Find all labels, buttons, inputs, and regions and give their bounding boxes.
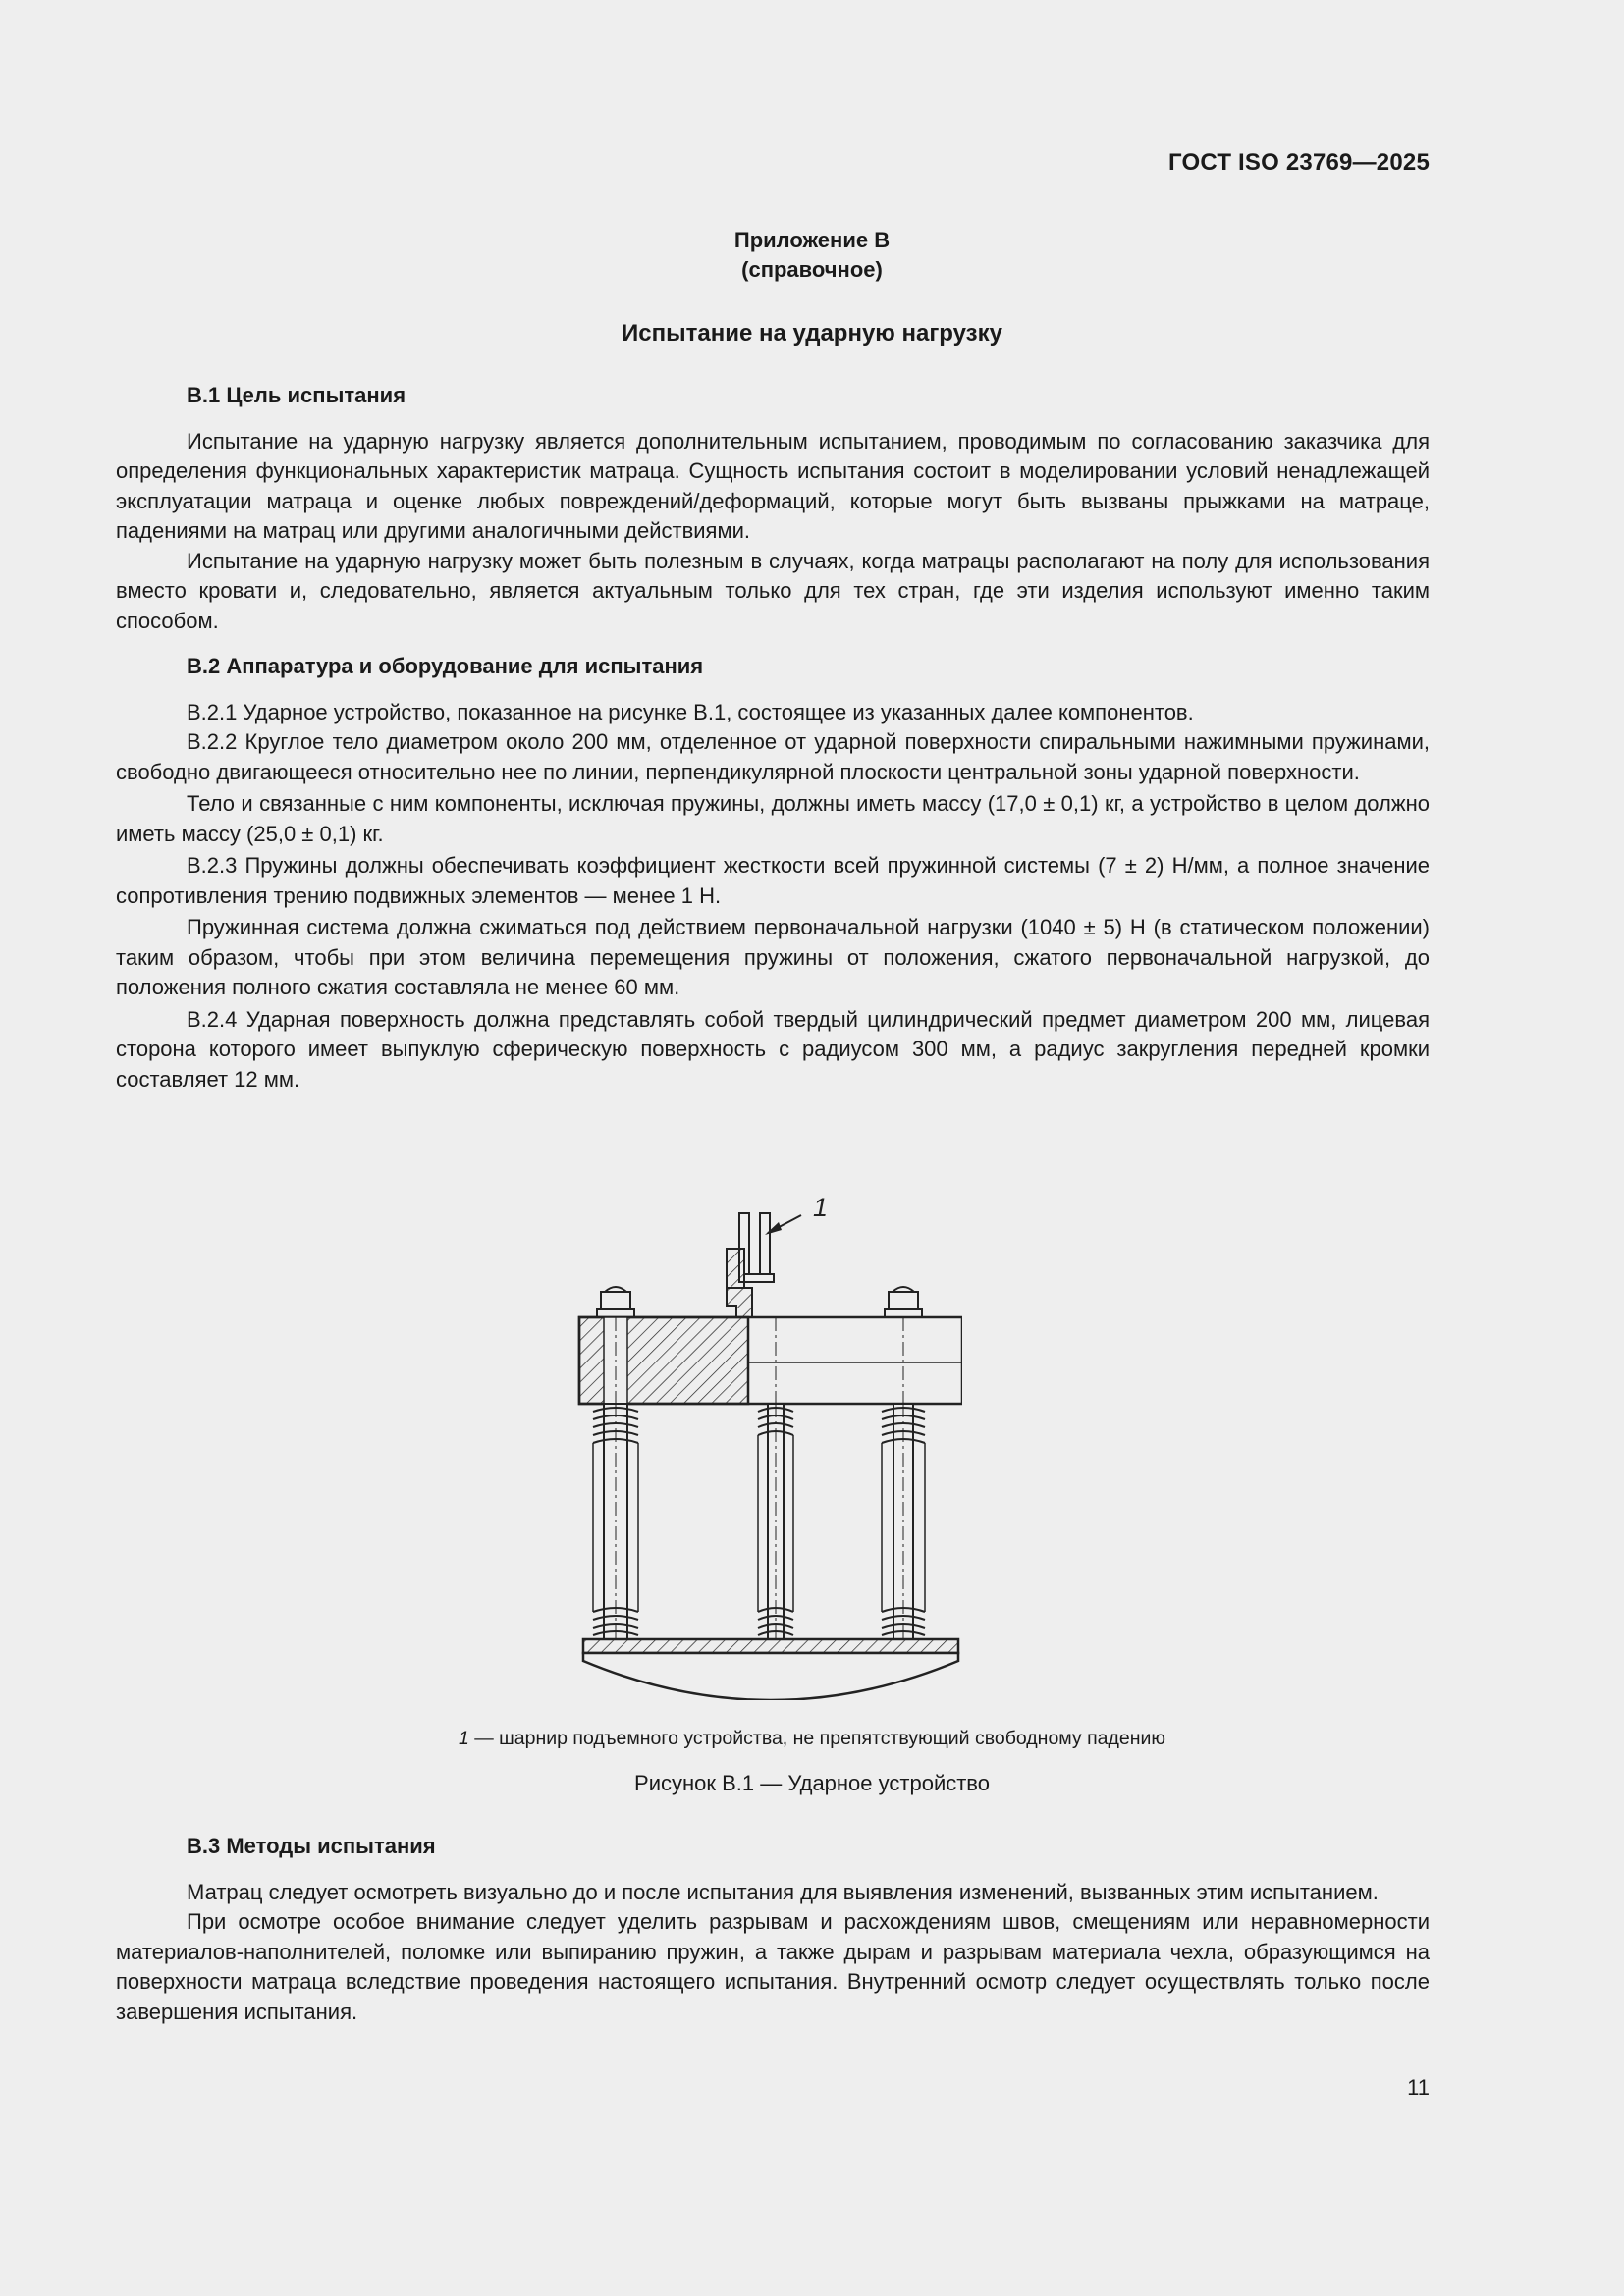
paragraph: Испытание на ударную нагрузку является дополнительным испытанием, проводимым по согласованию заказчика для определения функциональных характеристик матраца. Сущность испытания состоит в моделировании условий ненадлежащей эксплуатации матраца и оценке любых повреждений/деформаций, которые могут быть вызваны прыжками на матраце, падениями на матрац или другими аналогичными действиями.	[116, 428, 1430, 543]
figure-note-text: — шарнир подъемного устройства, не препятствующий свободному падению	[468, 1728, 1166, 1749]
section-b1	[116, 381, 1430, 636]
section-b2-heading: В.2 Аппаратура и оборудование для испытания	[187, 654, 704, 678]
lifting-hinge	[727, 1213, 774, 1333]
annex-title: Приложение В	[733, 228, 891, 252]
spring-sides	[593, 1435, 925, 1612]
paragraph: В.2.1 Ударное устройство, показанное на рисунке В.1, состоящее из указанных далее компонентов.	[187, 699, 1194, 724]
paragraph: Испытание на ударную нагрузку может быть полезным в случаях, когда матрацы располагают на полу для использования вместо кровати и, следовательно, является актуальным только для тех стран, где эти изделия используют именно таким способом.	[116, 548, 1430, 633]
annex-type: (справочное)	[741, 257, 883, 282]
paragraph: В.2.3 Пружины должны обеспечивать коэффициент жесткости всей пружинной системы (7 ± 2) Н/мм, а полное значение сопротивления трению подвижных элементов — менее 1 Н.	[116, 853, 1430, 908]
callout-1	[765, 1193, 828, 1235]
impact-device-drawing	[550, 1190, 962, 1700]
section-b2	[116, 652, 1430, 1095]
springs-top	[593, 1408, 925, 1443]
paragraph: Пружинная система должна сжиматься под действием первоначальной нагрузки (1040 ± 5) Н (в статическом положении) таким образом, чтобы при этом величина перемещения пружины от положения, сжатого первоначальной нагрузкой, до положения полного сжатия составляла не менее 60 мм.	[116, 915, 1430, 999]
figure-caption: Рисунок В.1 — Ударное устройство	[634, 1771, 990, 1795]
top-nuts	[597, 1287, 922, 1317]
page-number: 11	[1407, 2075, 1430, 2100]
paragraph: В.2.4 Ударная поверхность должна представлять собой твердый цилиндрический предмет диаметром 200 мм, лицевая сторона которого имеет выпуклую сферическую поверхность с радиусом 300 мм, а радиус закругления передней кромки составляет 12 мм.	[116, 1006, 1430, 1092]
figure-note-number: 1	[458, 1728, 469, 1749]
impact-surface	[583, 1639, 958, 1700]
main-title: Испытание на ударную нагрузку	[622, 320, 1002, 347]
paragraph: Тело и связанные с ним компоненты, исключая пружины, должны иметь массу (17,0 ± 0,1) кг, а устройство в целом должно иметь массу (25,0 ± 0,1) кг.	[116, 791, 1430, 846]
paragraph: При осмотре особое внимание следует уделить разрывам и расхождениям швов, смещениям или неравномерности материалов-наполнителей, поломке или выпиранию пружин, а также дырам и разрывам материала чехла, образующимся на поверхности матраца вследствие проведения настоящего испытания. Внутренний осмотр следует осуществлять только после завершения испытания.	[116, 1909, 1430, 2024]
section-b3	[116, 1832, 1430, 2027]
paragraph: В.2.2 Круглое тело диаметром около 200 мм, отделенное от ударной поверхности спиральными нажимными пружинами, свободно двигающееся относительно нее по линии, перпендикулярной плоскости центральной зоны ударной поверхности.	[116, 729, 1430, 784]
section-b1-heading: В.1 Цель испытания	[187, 383, 406, 407]
figure-note	[0, 1728, 1624, 1750]
round-body	[579, 1317, 962, 1404]
springs-bottom	[593, 1608, 925, 1635]
callout-number: 1	[813, 1193, 829, 1222]
document-code: ГОСТ ISO 23769—2025	[1168, 149, 1430, 176]
paragraph: Матрац следует осмотреть визуально до и после испытания для выявления изменений, вызванных этим испытанием.	[187, 1879, 1379, 1904]
section-b3-heading: В.3 Методы испытания	[187, 1834, 436, 1858]
